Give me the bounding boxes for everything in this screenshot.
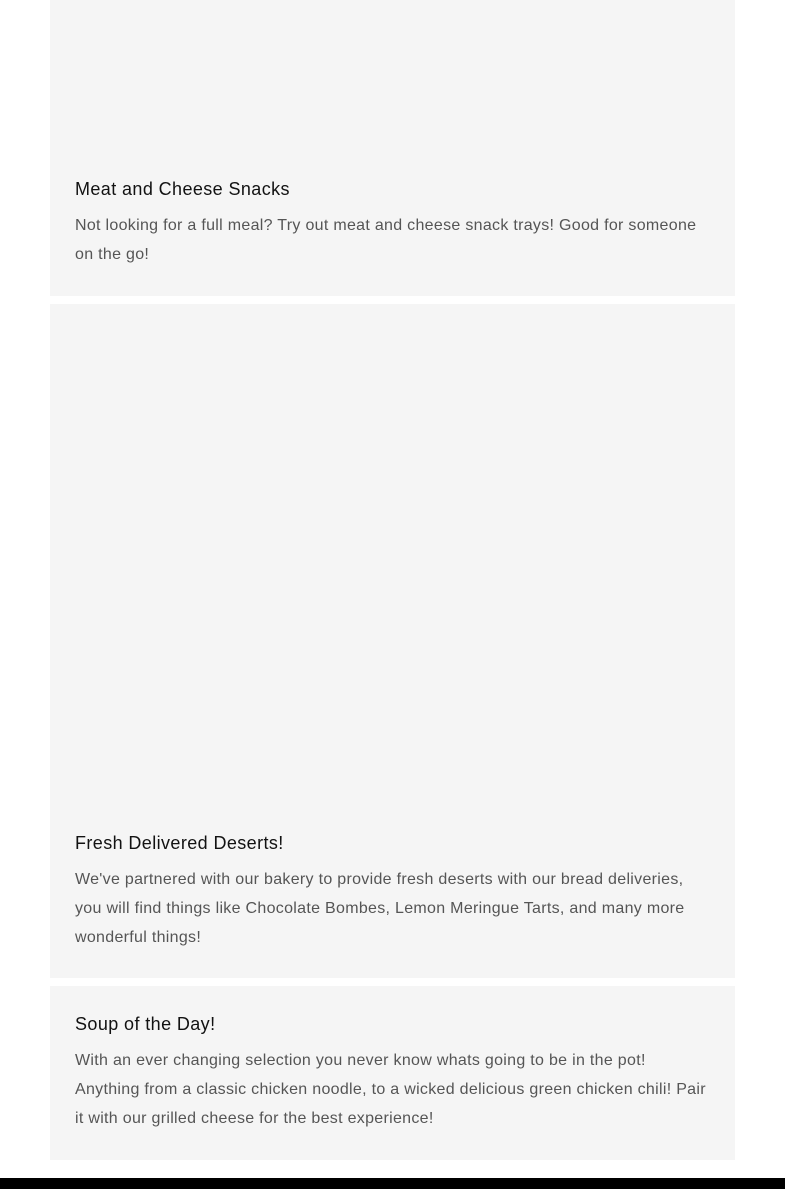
card-soup-of-the-day <box>50 986 735 1160</box>
card-title: Soup of the Day! <box>75 1014 216 1034</box>
footer-bar <box>0 1178 785 1189</box>
card-body <box>75 1012 710 1133</box>
card-meat-and-cheese-snacks <box>50 0 735 296</box>
card-title: Fresh Delivered Deserts! <box>75 833 284 853</box>
card-fresh-delivered-deserts <box>50 304 735 978</box>
card-description: We've partnered with our bakery to provide fresh deserts with our bread deliveries, you will find things like Chocolate Bombes, Lemon Meringue Tarts, and many more wonderful things! <box>75 871 685 946</box>
card-body <box>75 177 710 269</box>
card-image-placeholder <box>50 0 735 165</box>
card-image-placeholder <box>50 304 735 824</box>
card-body <box>75 831 710 952</box>
card-description: With an ever changing selection you never know whats going to be in the pot! Anything from a classic chicken noodle, to a wicked delicious green chicken chili! Pair it with our grilled cheese for the best experience! <box>75 1052 706 1127</box>
card-title: Meat and Cheese Snacks <box>75 179 290 199</box>
card-description: Not looking for a full meal? Try out meat and cheese snack trays! Good for someone on the go! <box>75 217 697 263</box>
